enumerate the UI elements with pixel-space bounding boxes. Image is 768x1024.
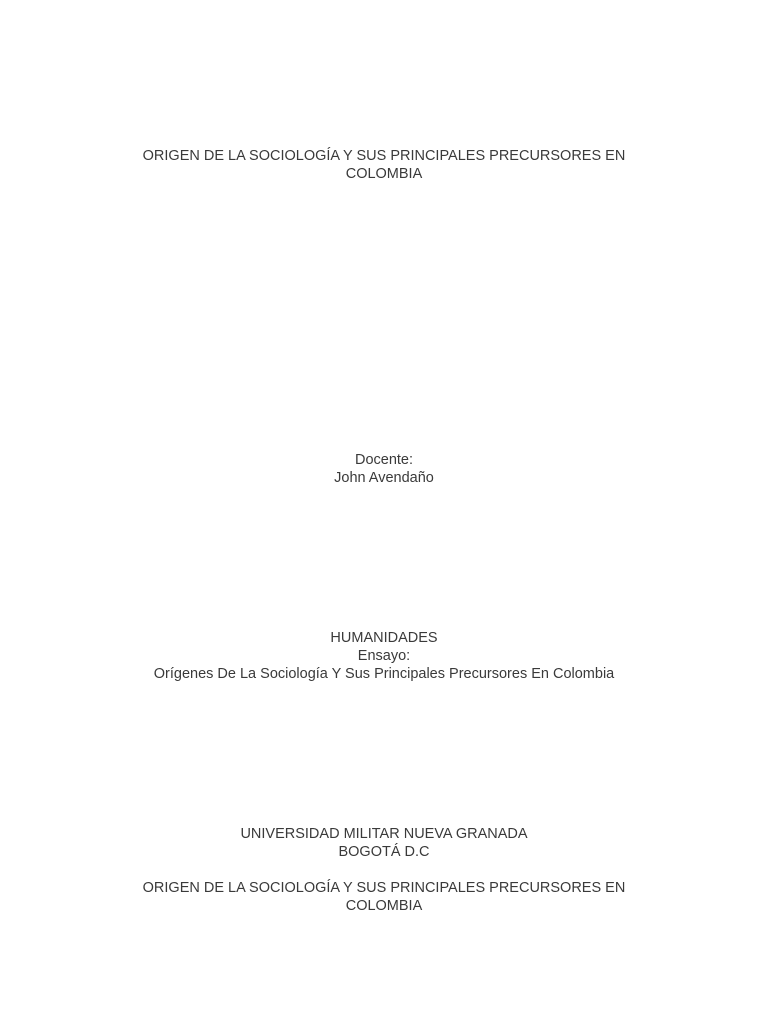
essay-label: Ensayo:: [357, 648, 411, 664]
title-line-2: COLOMBIA: [345, 166, 423, 182]
university-section: [0, 825, 768, 861]
repeat-title-line-1: ORIGEN DE LA SOCIOLOGÍA Y SUS PRINCIPALES PRECURSORES EN: [142, 880, 626, 896]
teacher-label: Docente:: [354, 452, 414, 468]
city-name: BOGOTÁ D.C: [338, 844, 430, 860]
document-title: [0, 147, 768, 183]
teacher-section: [0, 451, 768, 487]
university-name: UNIVERSIDAD MILITAR NUEVA GRANADA: [240, 826, 528, 842]
teacher-name: John Avendaño: [334, 470, 434, 486]
repeat-title-line-2: COLOMBIA: [345, 898, 423, 914]
subject-section: [0, 629, 768, 683]
essay-title: Orígenes De La Sociología Y Sus Principales Precursores En Colombia: [153, 666, 615, 682]
repeated-title: [0, 879, 768, 915]
subject-name: HUMANIDADES: [330, 630, 438, 646]
title-line-1: ORIGEN DE LA SOCIOLOGÍA Y SUS PRINCIPALES PRECURSORES EN: [142, 148, 626, 164]
